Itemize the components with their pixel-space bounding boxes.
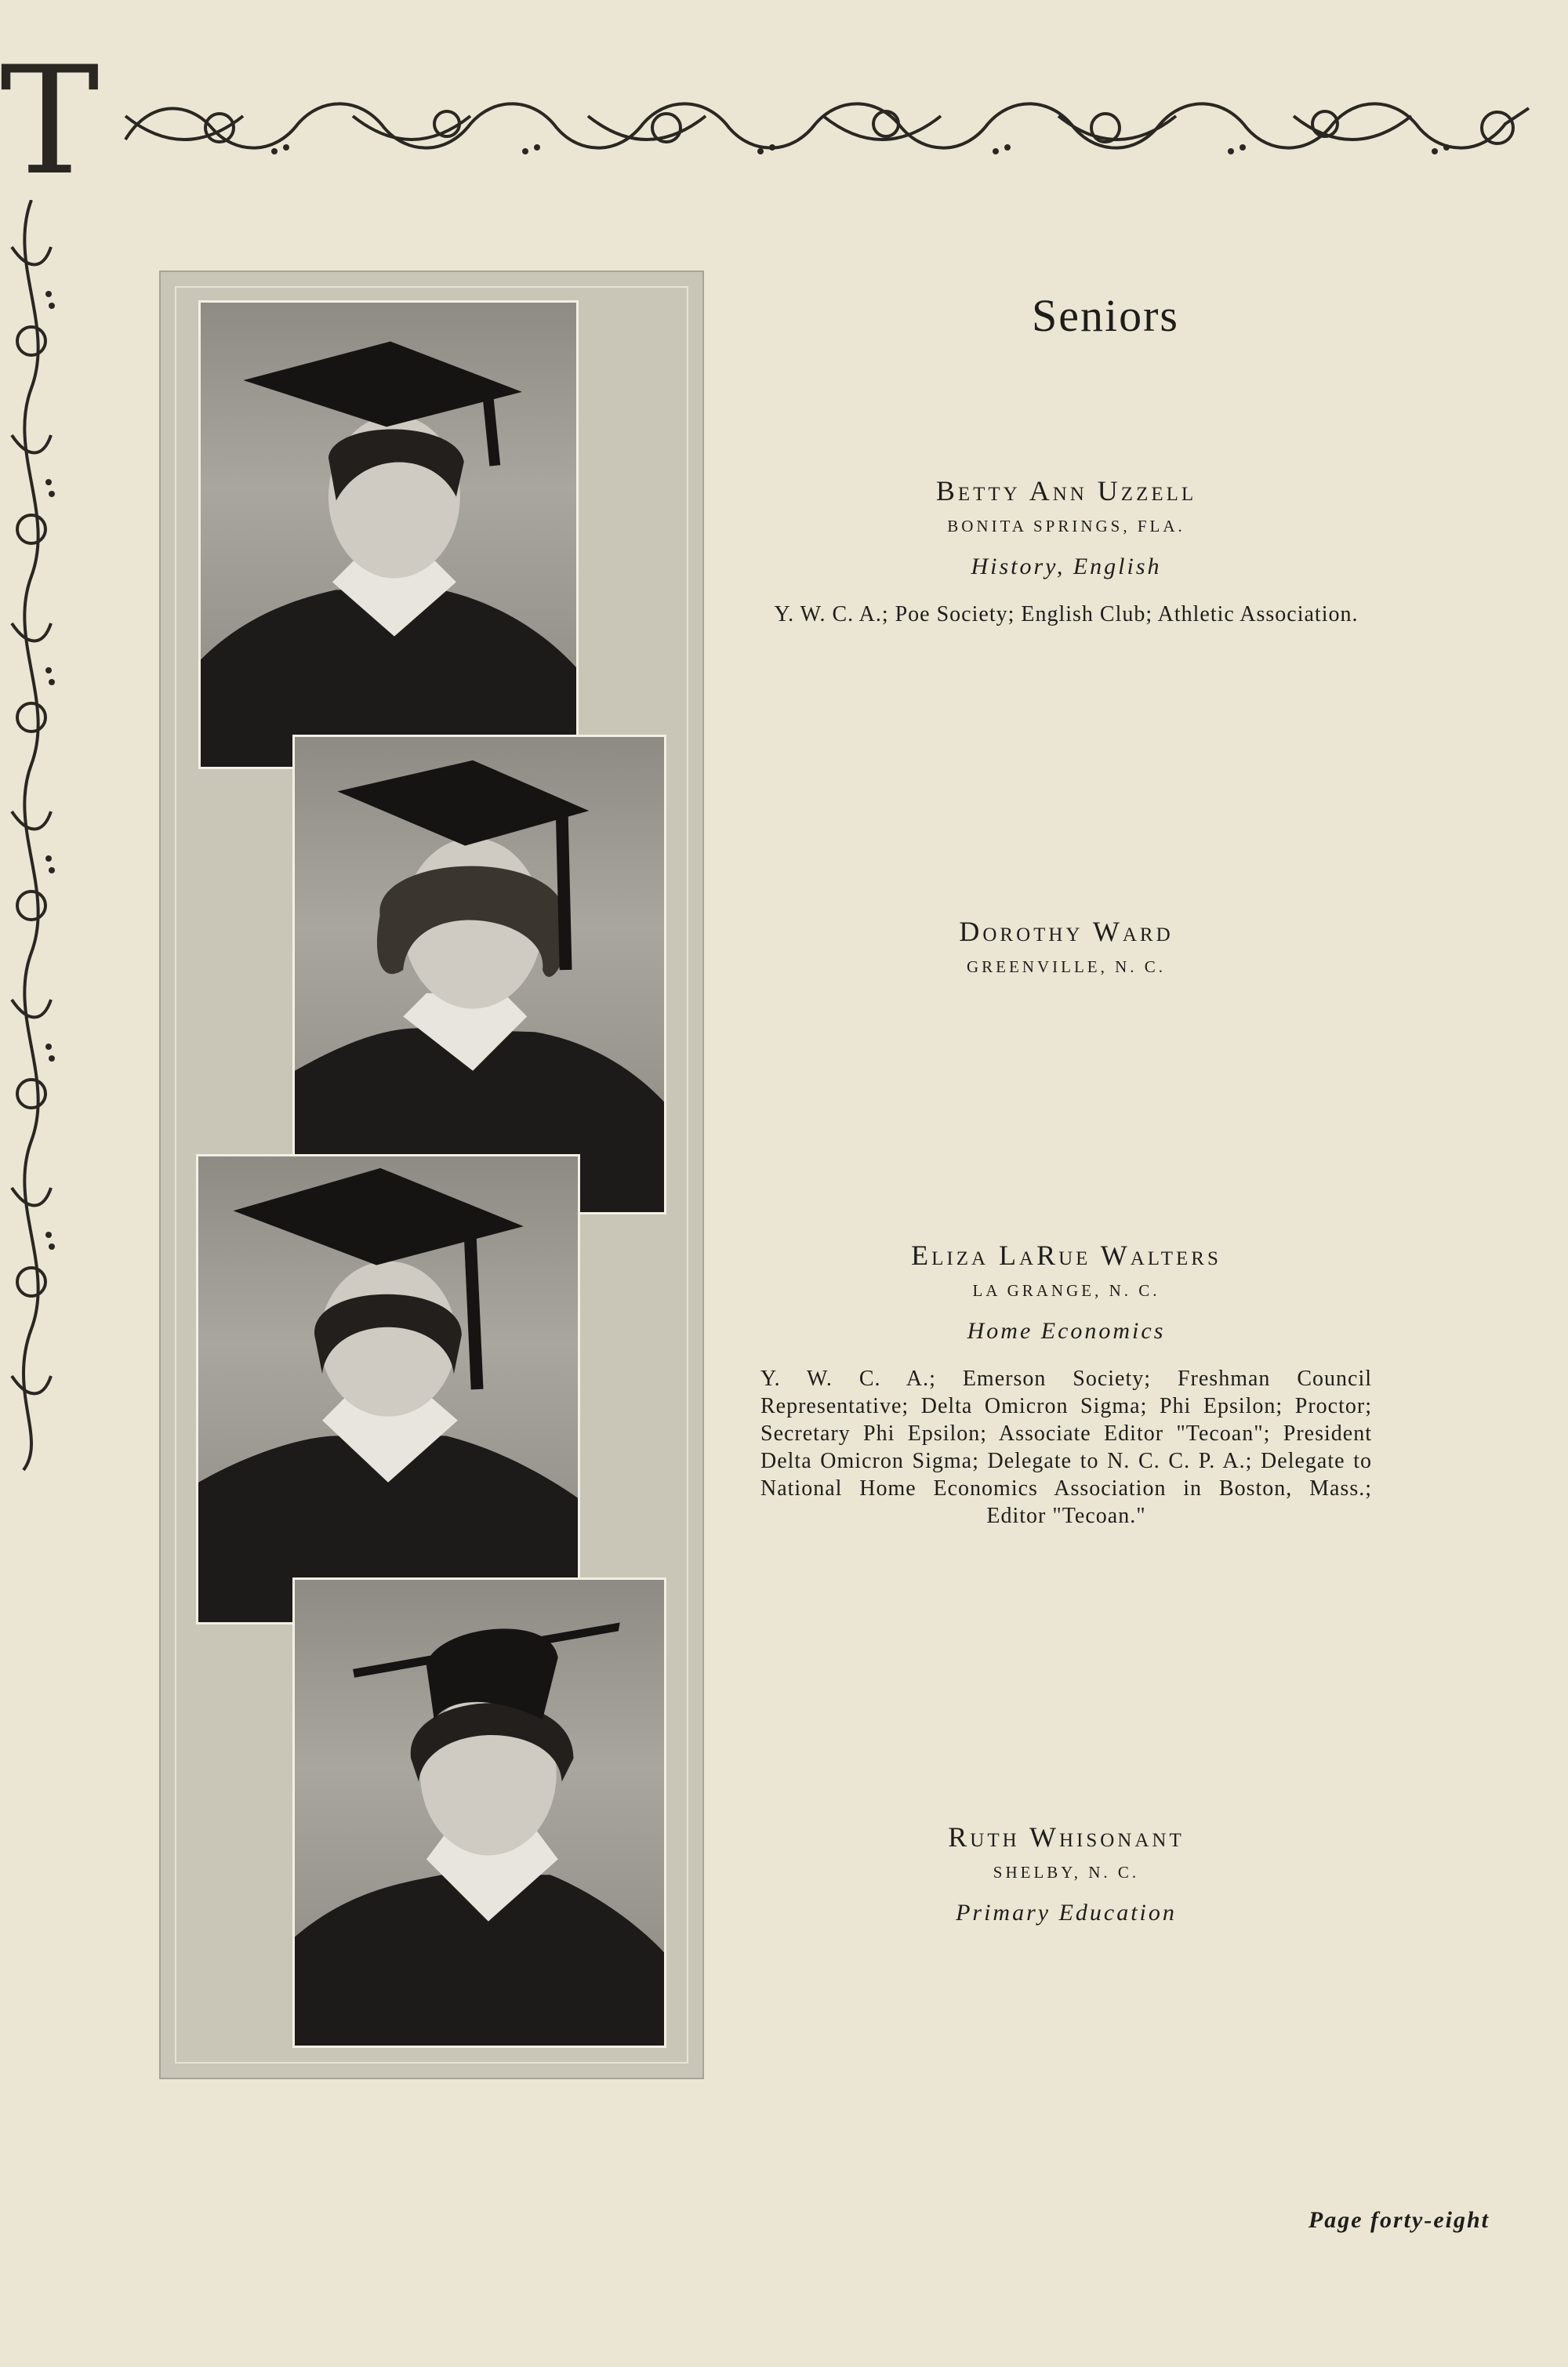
senior-entry <box>760 1239 1372 1530</box>
senior-activities: Y. W. C. A.; Emerson Society; Freshman Council Representative; Delta Omicron Sigma; Phi Epsilon; Proctor; Secretary Phi Epsilon; Associate Editor "Tecoan"; President Delta Omicron Sigma; Delegate to N. C. C. P. A.; Delegate to National Home Economics Association in Boston, Mass.; Editor "Tecoan." <box>760 1367 1372 1528</box>
graduation-cap-icon <box>337 761 589 846</box>
senior-name: Dorothy Ward <box>959 916 1174 947</box>
graduate-silhouette <box>198 1156 578 1622</box>
header-scroll-ornament-icon <box>118 93 1537 163</box>
graduation-cap-icon <box>243 341 522 427</box>
ornamental-initial-t-icon: T <box>0 63 100 180</box>
portrait-photo <box>196 1154 580 1625</box>
senior-hometown: BONITA SPRINGS, FLA. <box>947 517 1185 535</box>
senior-name: Ruth Whisonant <box>948 1821 1185 1853</box>
page-title: Seniors <box>1032 289 1179 341</box>
graduate-silhouette <box>295 737 664 1212</box>
senior-major: History, English <box>971 554 1162 579</box>
senior-hometown: SHELBY, N. C. <box>993 1863 1140 1882</box>
graduate-silhouette <box>201 303 576 767</box>
senior-entry <box>760 474 1372 628</box>
graduate-silhouette <box>295 1580 664 2046</box>
senior-activities: Y. W. C. A.; Poe Society; English Club; Athletic Association. <box>774 602 1359 626</box>
senior-hometown: GREENVILLE, N. C. <box>966 957 1167 976</box>
page-number: Page forty-eight <box>1308 2207 1490 2233</box>
senior-entry <box>760 1821 1372 1926</box>
portrait-photo <box>292 1577 666 2048</box>
senior-name: Eliza LaRue Walters <box>911 1240 1221 1271</box>
senior-name: Betty Ann Uzzell <box>935 475 1197 506</box>
portrait-photo <box>292 735 666 1214</box>
vine-border-icon <box>0 200 63 1478</box>
graduation-cap-icon <box>233 1168 523 1265</box>
senior-major: Home Economics <box>967 1318 1166 1344</box>
senior-entry <box>760 915 1372 977</box>
senior-major: Primary Education <box>956 1900 1177 1926</box>
portrait-column <box>159 270 704 2079</box>
portrait-photo <box>198 300 579 769</box>
senior-hometown: LA GRANGE, N. C. <box>972 1281 1160 1300</box>
